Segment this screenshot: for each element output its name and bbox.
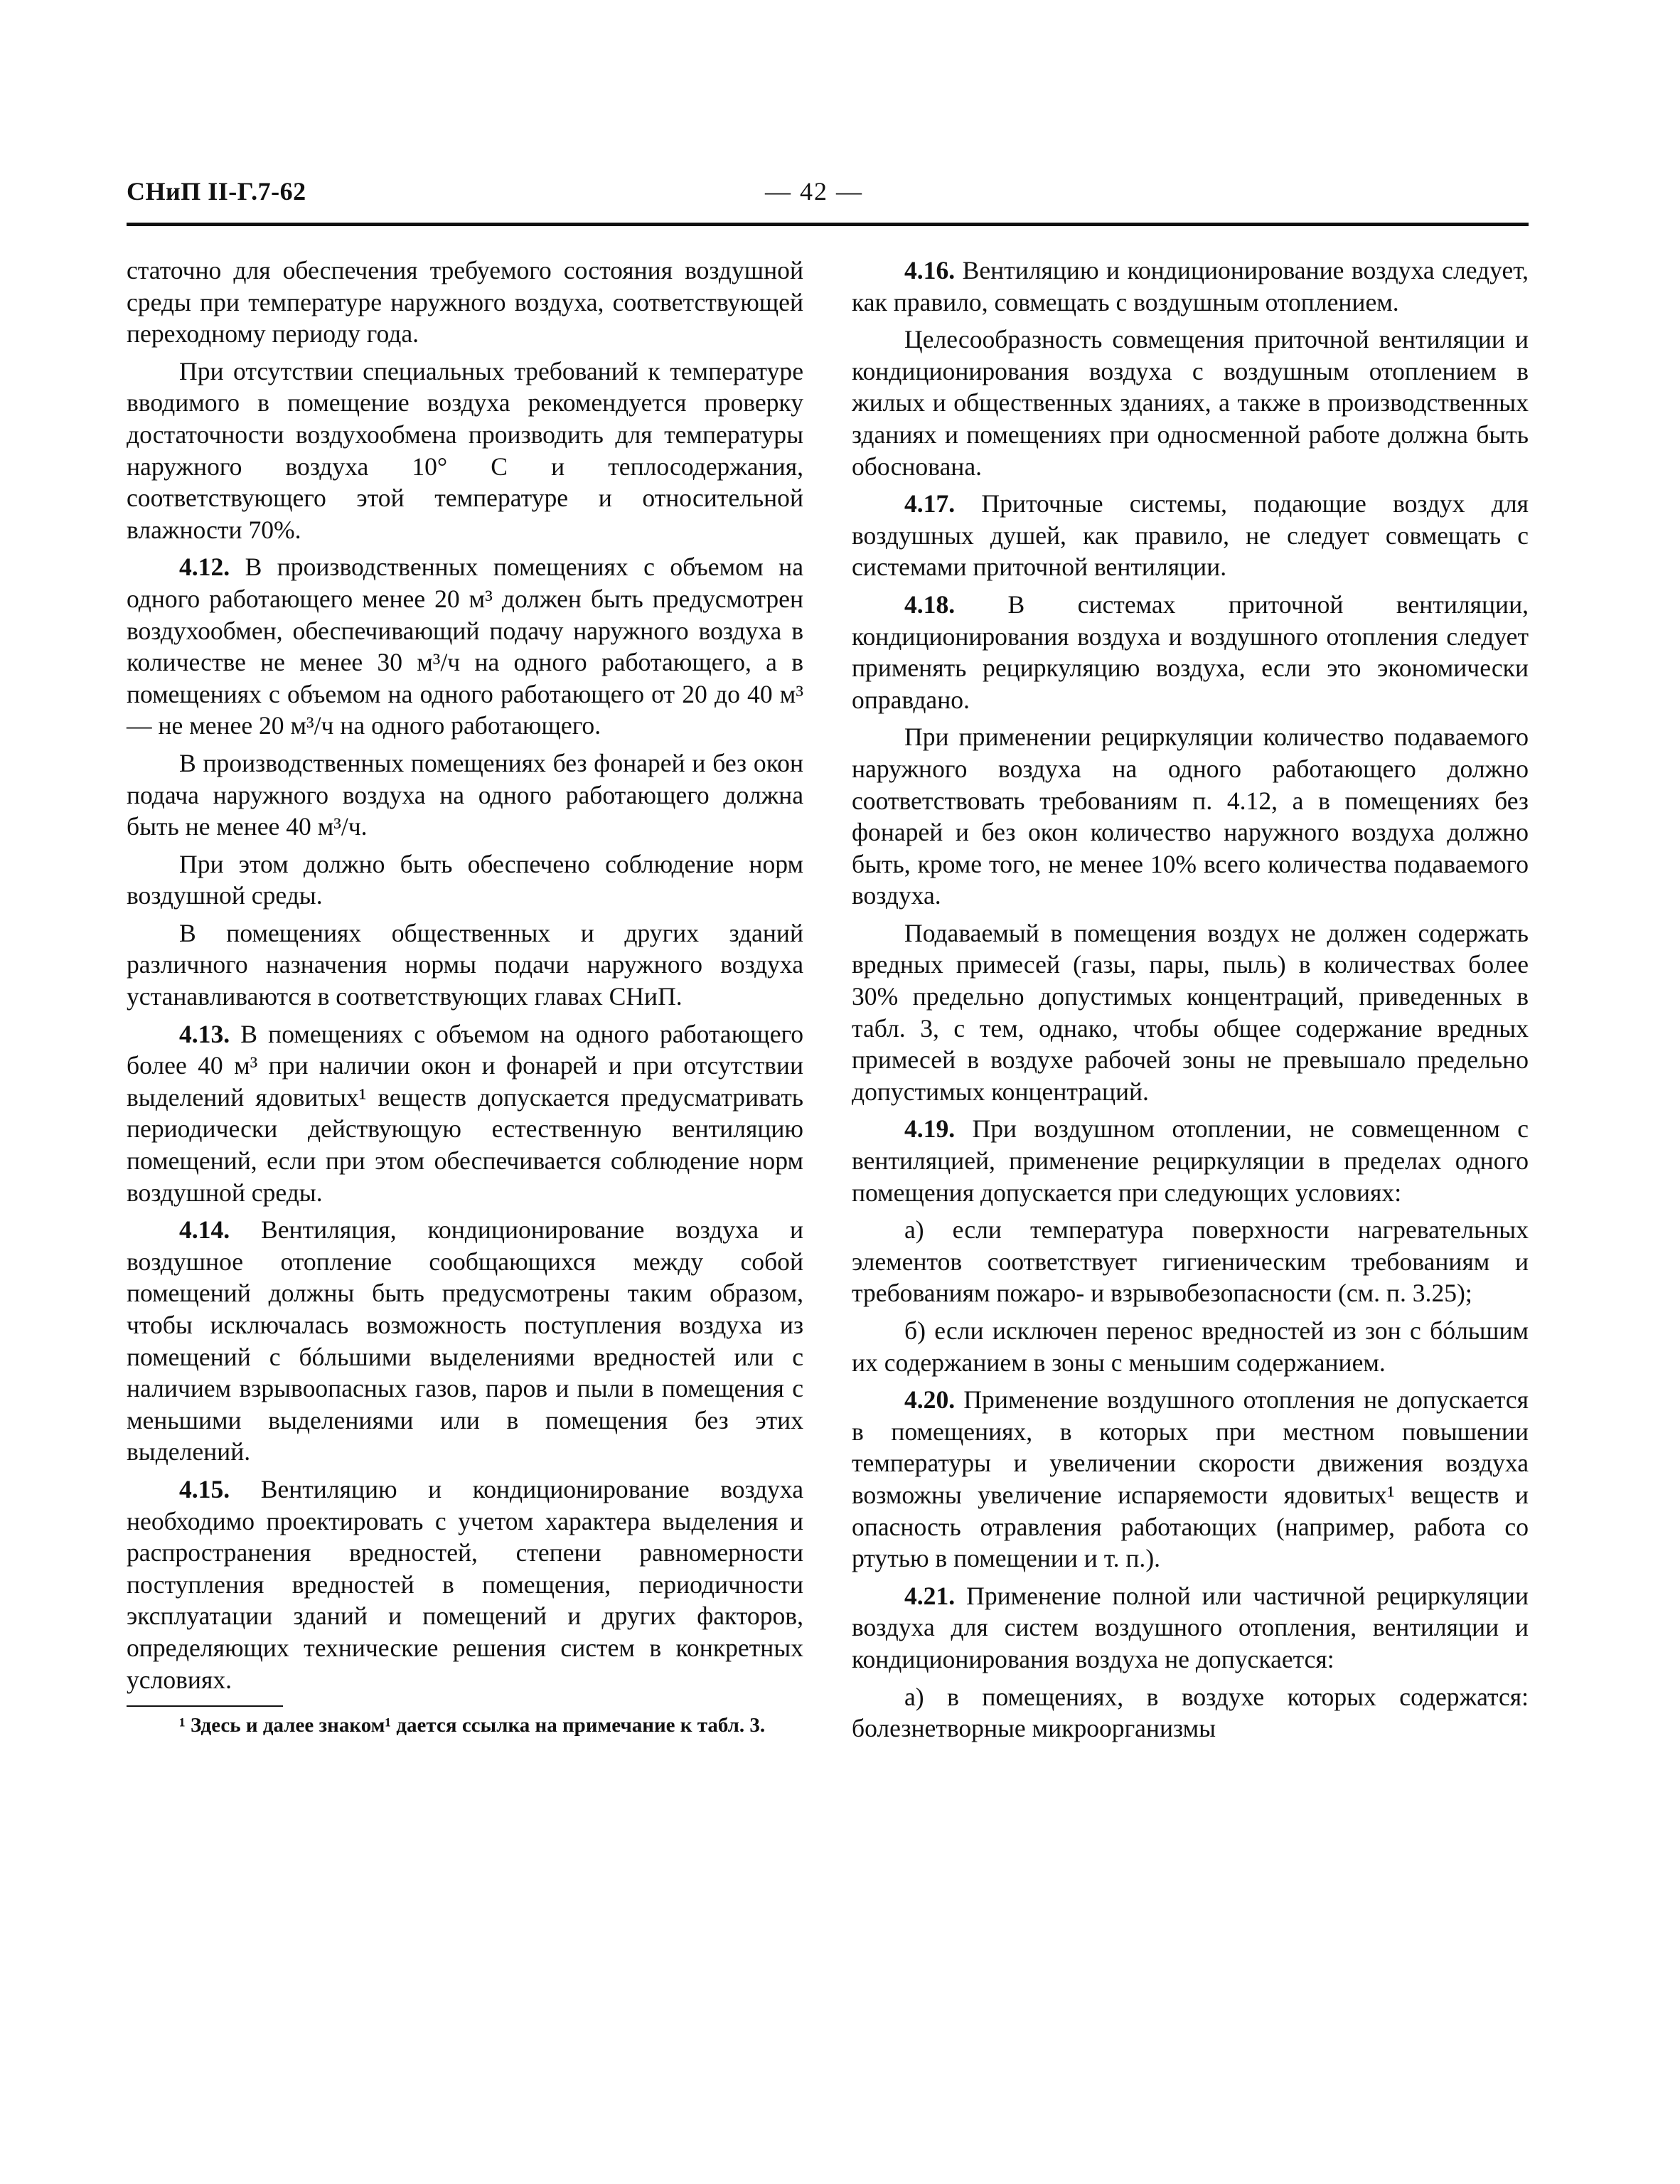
section-text: В производственных помещениях с объемом на одного работающего менее 20 м³ должен быть предусмотрен воздухообмен, обеспечивающий подачу наружного воздуха в количестве не менее 30 м³/ч на одного работающего, а в помещениях с объемом на одного работающего от 20 до 40 м³ — не менее 20 м³/ч на одного работающего.	[127, 553, 803, 740]
section-4-12	[127, 551, 803, 742]
section-text: При воздушном отоплении, не совмещенном с вентиляцией, применение рециркуляции в пределах одного помещения допускается при следующих условиях:	[852, 1114, 1529, 1207]
paragraph: Подаваемый в помещения воздух не должен содержать вредных примесей (газы, пары, пыль) в количествах более 30% предельно допустимых концентраций, приведенных в табл. 3, с тем, однако, чтобы общее содержание вредных примесей в воздухе рабочей зоны не превышало предельно допустимых концентраций.	[852, 918, 1529, 1106]
header-rule	[127, 223, 1529, 226]
section-text: Вентиляция, кондиционирование воздуха и воздушное отопление сообщающихся между собой помещений должны быть предусмотрены таким образом, чтобы исключалась возможность поступления воздуха из помещений с бóльшими выделениями вредностей или с наличием взрывоопасных газов, паров и пыли в помещения с меньшими выделениями или в помещения без этих выделений.	[127, 1215, 803, 1466]
list-item: а) если температура поверхности нагревательных элементов соответствует гигиеническим требованиям и требованиям пожаро- и взрывобезопасности (см. п. 3.25);	[852, 1215, 1529, 1308]
section-text: Вентиляцию и кондиционирование воздуха следует, как правило, совмещать с воздушным отоплением.	[852, 256, 1529, 316]
footnote: ¹ Здесь и далее знаком¹ дается ссылка на примечание к табл. 3.	[179, 1714, 766, 1737]
paragraph: В помещениях общественных и других зданий различного назначения нормы подачи наружного воздуха устанавливаются в соответствующих главах СНиП.	[127, 918, 803, 1011]
paragraph: Целесообразность совмещения приточной вентиляции и кондиционирования воздуха с воздушным отоплением в жилых и общественных зданиях, а также в производственных зданиях и помещениях при односменной работе должна быть обоснована.	[852, 325, 1529, 481]
section-text: Приточные системы, подающие воздух для воздушных душей, как правило, не следует совмещать с системами приточной вентиляции.	[852, 489, 1529, 582]
section-4-13	[127, 1018, 803, 1209]
page-header	[127, 176, 1529, 219]
left-column	[127, 255, 803, 1744]
section-text: Применение полной или частичной рециркуляции воздуха для систем воздушного отопления, вентиляции и кондиционирования воздуха не допускается:	[852, 1581, 1529, 1673]
section-4-20	[852, 1384, 1529, 1575]
section-4-16	[852, 255, 1529, 318]
section-4-17	[852, 488, 1529, 583]
section-number: 4.18.	[904, 590, 956, 619]
paragraph: При отсутствии специальных требований к температуре вводимого в помещение воздуха рекомендуется проверку достаточности воздухообмена производить для температуры наружного воздуха 10° С и теплосодержания, соответствующего этой температуре и относительной влажности 70%.	[127, 356, 803, 544]
section-number: 4.12.	[179, 553, 230, 582]
section-4-21	[852, 1580, 1529, 1676]
section-number: 4.19.	[904, 1114, 956, 1144]
section-4-15	[127, 1474, 803, 1695]
section-number: 4.16.	[904, 256, 956, 284]
section-number: 4.17.	[904, 489, 956, 518]
paragraph: статочно для обеспечения требуемого состояния воздушной среды при температуре наружного воздуха, соответствующей переходному периоду года.	[127, 256, 803, 348]
section-text: Вентиляцию и кондиционирование воздуха необходимо проектировать с учетом характера выделения и распространения вредностей, степени равномерности поступления вредностей в помещения, периодичности эксплуатации зданий и помещений и других факторов, определяющих технические решения систем в конкретных условиях.	[127, 1474, 803, 1694]
section-4-19	[852, 1113, 1529, 1208]
section-number: 4.14.	[179, 1215, 230, 1245]
list-item: а) в помещениях, в воздухе которых содержатся: болезнетворные микроорганизмы	[852, 1682, 1529, 1743]
section-text: В помещениях с объемом на одного работающего более 40 м³ при наличии окон и фонарей и при отсутствии выделений ядовитых¹ веществ допускается предусматривать периодически действующую естественную вентиляцию помещений, если при этом обеспечивается соблюдение норм воздушной среды.	[127, 1019, 803, 1207]
page-number: — 42 —	[765, 177, 863, 206]
section-4-14	[127, 1214, 803, 1468]
document-code: СНиП II-Г.7-62	[127, 177, 306, 206]
paragraph: При применении рециркуляции количество подаваемого наружного воздуха на одного работающего должно соответствовать требованиям п. 4.12, а в помещениях без фонарей и без окон количество наружного воздуха должно быть, кроме того, не менее 10% всего количества подаваемого воздуха.	[852, 723, 1529, 910]
section-text: В системах приточной вентиляции, кондиционирования воздуха и воздушного отопления следует применять рециркуляцию воздуха, если это экономически оправдано.	[852, 590, 1529, 714]
section-4-18	[852, 589, 1529, 715]
list-item: б) если исключен перенос вредностей из зон с бóльшим их содержанием в зоны с меньшим содержанием.	[852, 1316, 1529, 1377]
paragraph: В производственных помещениях без фонарей и без окон подача наружного воздуха на одного работающего должна быть не менее 40 м³/ч.	[127, 748, 803, 841]
section-text: Применение воздушного отопления не допускается в помещениях, в которых при местном повышении температуры и увеличении скорости движения воздуха возможны увеличение испаряемости ядовитых¹ веществ и опасность отравления работающих (например, работа со ртутью в помещении и т. п.).	[852, 1385, 1529, 1573]
paragraph: При этом должно быть обеспечено соблюдение норм воздушной среды.	[127, 849, 803, 910]
right-column	[852, 255, 1529, 1750]
section-number: 4.20.	[904, 1385, 956, 1415]
footnote-rule	[127, 1705, 283, 1707]
section-number: 4.15.	[179, 1474, 230, 1503]
section-number: 4.13.	[179, 1019, 230, 1048]
section-number: 4.21.	[904, 1581, 956, 1610]
